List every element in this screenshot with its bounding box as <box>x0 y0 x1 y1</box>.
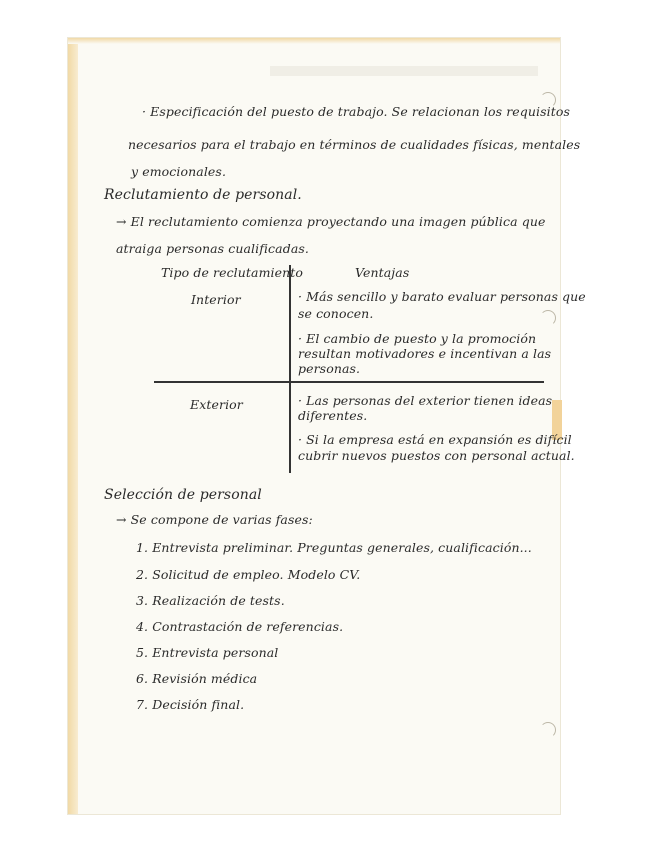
intro-line-1: · Especificación del puesto de trabajo. Se relacionan los requisitos <box>142 104 570 119</box>
binder-hole <box>540 310 556 326</box>
page-top-shadow <box>68 38 560 44</box>
seleccion-step: 6. Revisión médica <box>136 671 258 686</box>
table-row-interior-type: Interior <box>191 292 241 307</box>
page-edge-shadow <box>68 38 78 814</box>
seleccion-step: 2. Solicitud de empleo. Modelo CV. <box>136 567 361 582</box>
table-vertical-divider <box>289 265 291 473</box>
table-row-interior-adv: personas. <box>298 361 361 376</box>
intro-line-3: y emocionales. <box>131 164 227 179</box>
table-row-interior-adv: · El cambio de puesto y la promoción <box>298 331 537 346</box>
table-header-tipo: Tipo de reclutamiento <box>161 265 304 280</box>
section-heading-seleccion: Selección de personal <box>104 487 262 503</box>
reclutamiento-line-2: atraiga personas cualificadas. <box>116 241 309 256</box>
bleed-through-header <box>270 66 538 76</box>
seleccion-intro: → Se compone de varias fases: <box>116 512 313 527</box>
seleccion-step: 1. Entrevista preliminar. Preguntas generales, cualificación... <box>136 540 532 555</box>
table-row-exterior-adv: cubrir nuevos puestos con personal actual. <box>298 448 575 463</box>
table-row-exterior-adv: · Las personas del exterior tienen ideas <box>298 393 553 408</box>
table-header-ventajas: Ventajas <box>355 265 410 280</box>
table-row-exterior-adv: diferentes. <box>298 408 368 423</box>
table-row-exterior-type: Exterior <box>190 397 243 412</box>
intro-line-2: necesarios para el trabajo en términos de cualidades físicas, mentales <box>128 137 581 152</box>
table-row-exterior-adv: · Si la empresa está en expansión es difícil <box>298 432 572 447</box>
seleccion-step: 4. Contrastación de referencias. <box>136 619 344 634</box>
section-heading-reclutamiento: Reclutamiento de personal. <box>104 187 302 203</box>
table-horizontal-divider <box>154 381 544 383</box>
seleccion-step: 3. Realización de tests. <box>136 593 285 608</box>
table-row-interior-adv: · Más sencillo y barato evaluar personas que <box>298 289 586 304</box>
binder-hole <box>540 722 556 738</box>
reclutamiento-line-1: → El reclutamiento comienza proyectando una imagen pública que <box>116 214 546 229</box>
seleccion-step: 7. Decisión final. <box>136 697 245 712</box>
table-row-interior-adv: resultan motivadores e incentivan a las <box>298 346 552 361</box>
table-row-interior-adv: se conocen. <box>298 306 374 321</box>
seleccion-step: 5. Entrevista personal <box>136 645 279 660</box>
